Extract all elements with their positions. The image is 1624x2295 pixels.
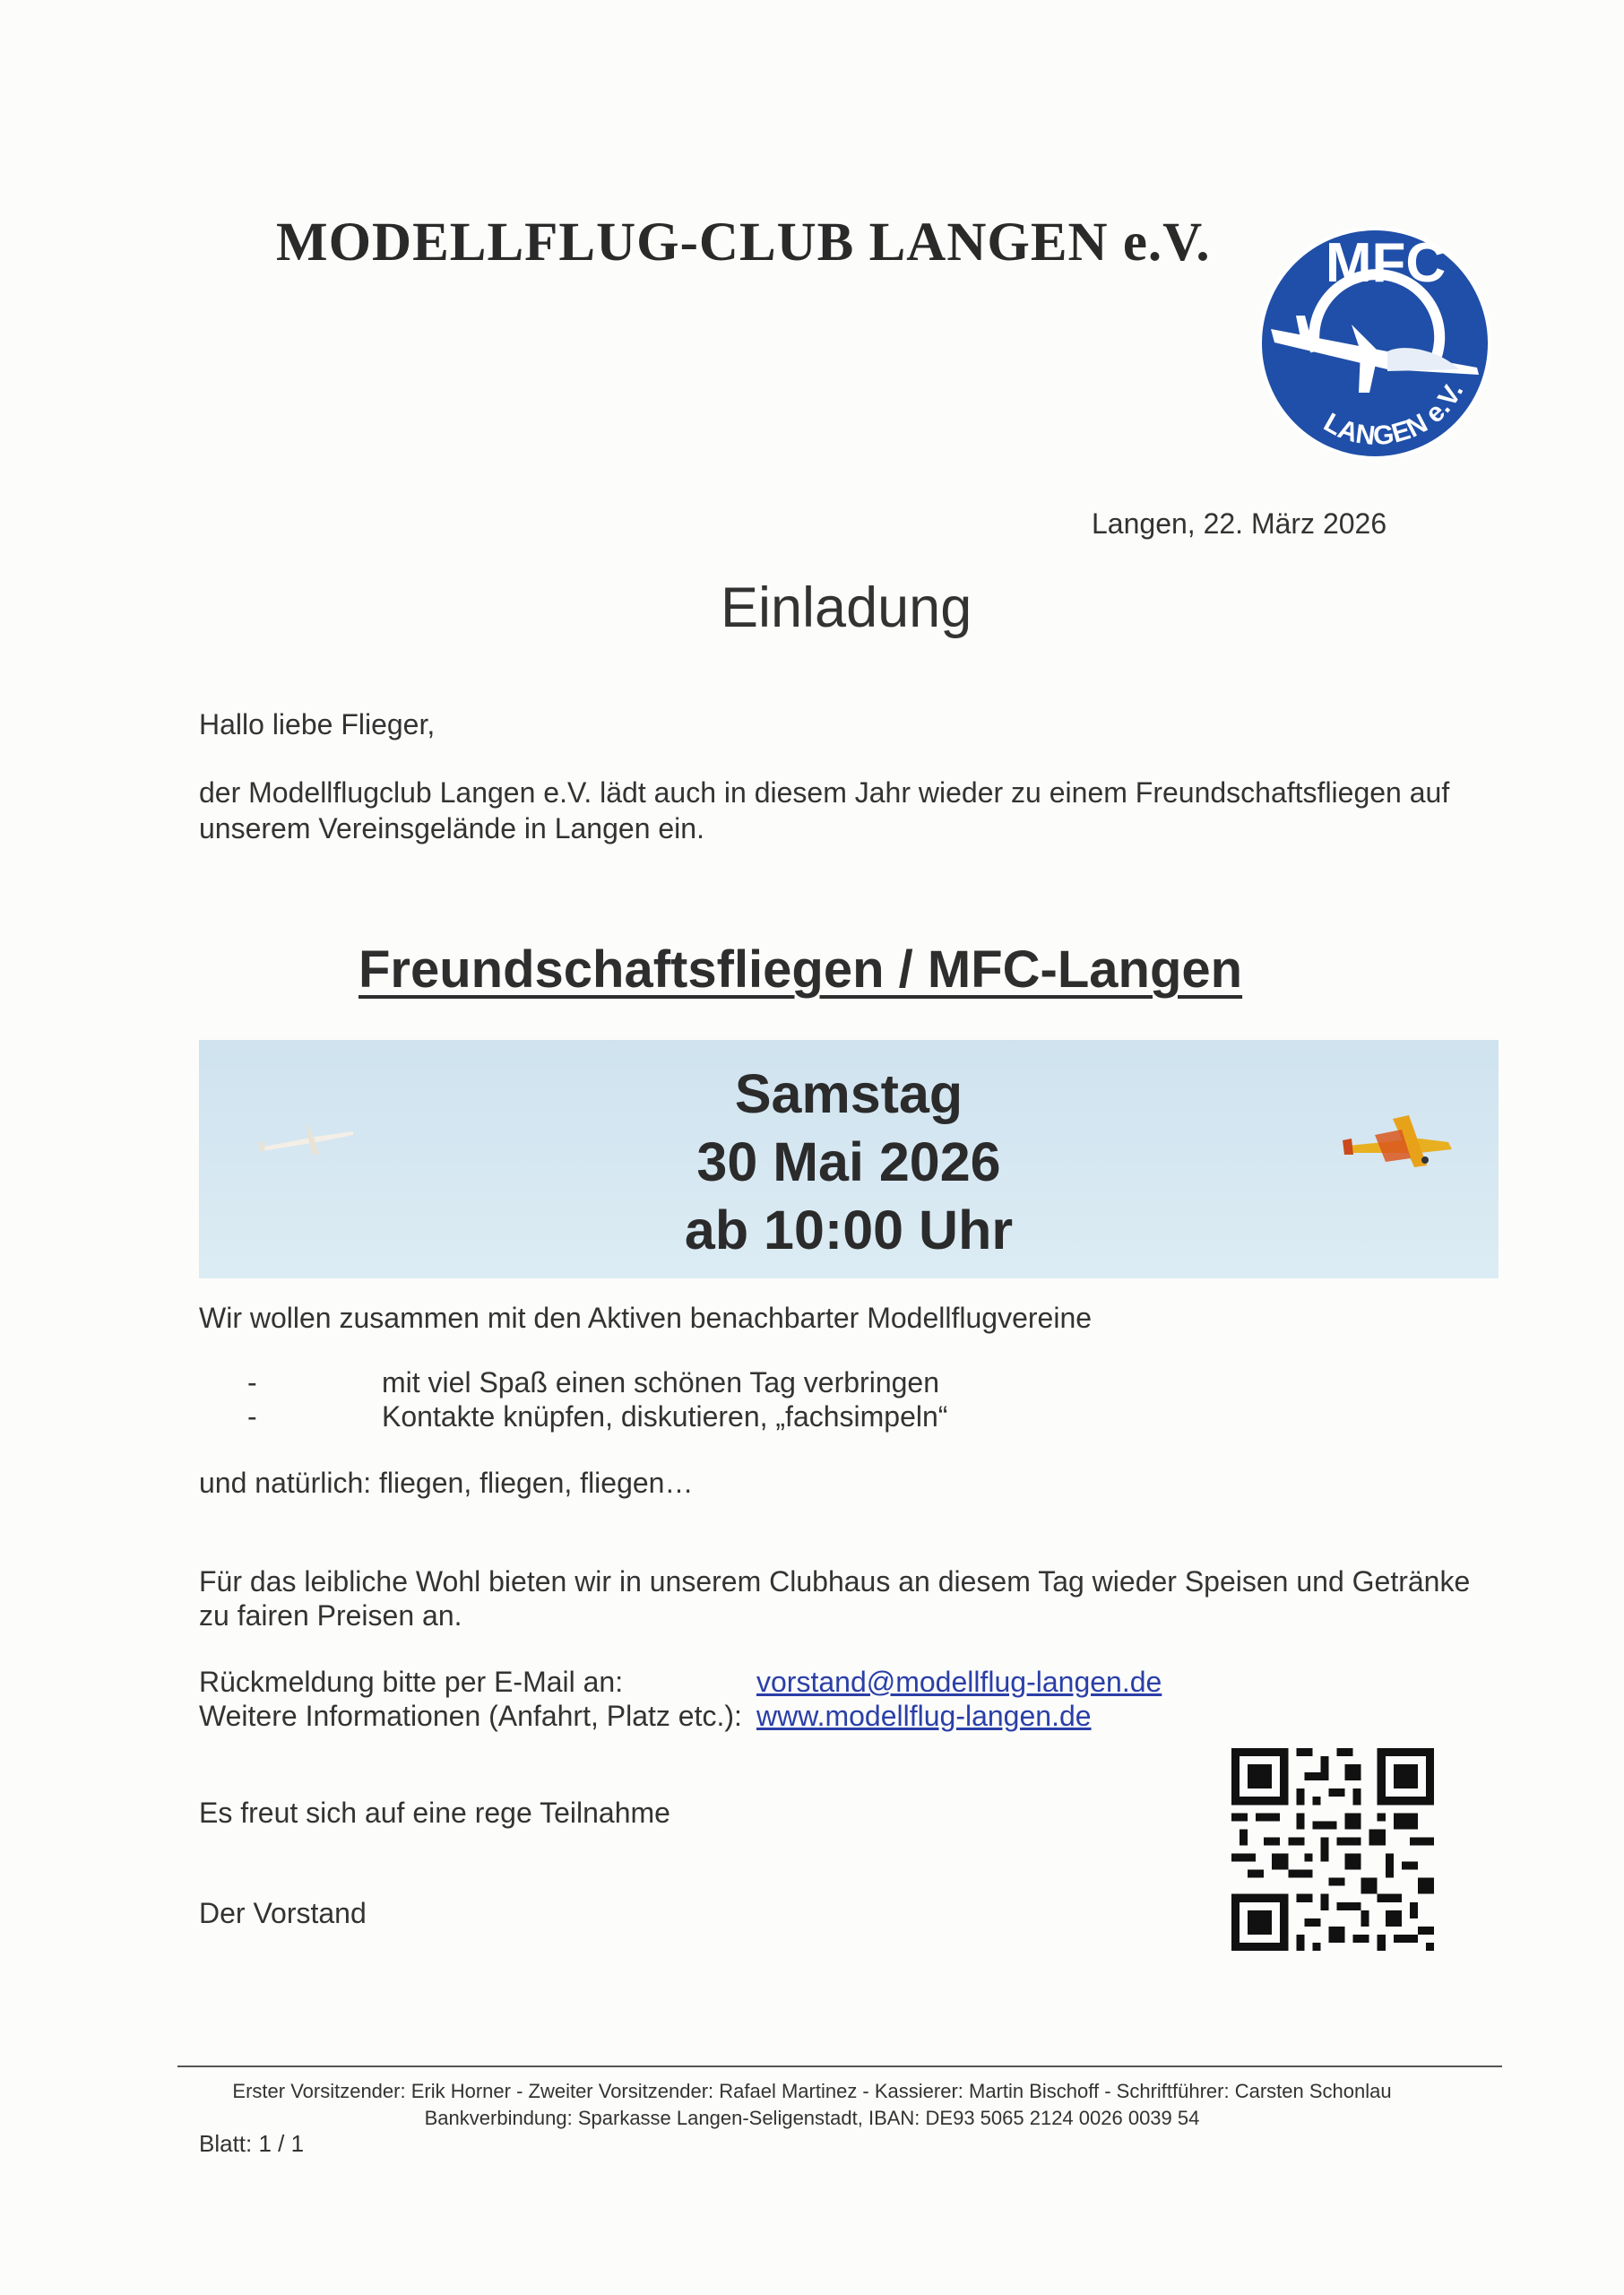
event-date: 30 Mai 2026 (696, 1131, 1001, 1192)
page-heading: Einladung (721, 576, 972, 639)
logo-langen-text: LANGEN e.V. (1318, 377, 1470, 452)
greeting: Hallo liebe Flieger, (199, 708, 436, 740)
event-day: Samstag (734, 1063, 963, 1124)
web-label: Weitere Informationen (Anfahrt, Platz etc.): (199, 1700, 742, 1732)
biplane-icon (1339, 1103, 1464, 1174)
intro-paragraph: der Modellflugclub Langen e.V. lädt auch in diesem Jahr wieder zu einem Freundschaftsfliegen auf unserem Vereinsgelände in Langen ein. (199, 776, 1450, 844)
bullet-dash: - (247, 1400, 257, 1433)
date-line: Langen, 22. März 2026 (1092, 507, 1387, 540)
page-number: Blatt: 1 / 1 (199, 2130, 305, 2157)
footer-divider (177, 2066, 1502, 2067)
catering-line-1: Für das leibliche Wohl bieten wir in unserem Clubhaus an diesem Tag wieder Speisen und Getränke (199, 1565, 1471, 1598)
web-link[interactable]: www.modellflug-langen.de (756, 1700, 1092, 1732)
event-date-block (199, 1060, 1499, 1264)
event-title: Freundschaftsfliegen / MFC-Langen (358, 940, 1243, 999)
bullet-item: mit viel Spaß einen schönen Tag verbringen (382, 1366, 939, 1399)
qr-code[interactable] (1231, 1748, 1434, 1951)
event-banner (199, 1040, 1499, 1278)
bullet-dash: - (247, 1366, 257, 1399)
club-logo (1253, 217, 1497, 470)
email-link[interactable]: vorstand@modellflug-langen.de (756, 1666, 1162, 1698)
signature: Der Vorstand (199, 1897, 367, 1929)
sign-off-line: Es freut sich auf eine rege Teilnahme (199, 1797, 670, 1829)
footer-bank: Bankverbindung: Sparkasse Langen-Seligenstadt, IBAN: DE93 5065 2124 0026 0039 54 (424, 2107, 1200, 2129)
catering-line-2: zu fairen Preisen an. (199, 1599, 462, 1632)
body-lead: Wir wollen zusammen mit den Aktiven benachbarter Modellflugvereine (199, 1302, 1093, 1334)
footer-officers: Erster Vorsitzender: Erik Horner - Zweiter Vorsitzender: Rafael Martinez - Kassierer: Martin Bischoff - Schriftführer: Carsten Schonlau (232, 2080, 1392, 2102)
fly-line: und natürlich: fliegen, fliegen, fliegen… (199, 1467, 694, 1499)
email-label: Rückmeldung bitte per E-Mail an: (199, 1666, 624, 1698)
bullet-item: Kontakte knüpfen, diskutieren, „fachsimpeln“ (382, 1400, 948, 1433)
logo-mfc-text: MFC (1325, 232, 1447, 294)
club-name: MODELLFLUG-CLUB LANGEN e.V. (276, 212, 1211, 273)
event-time: ab 10:00 Uhr (684, 1199, 1014, 1260)
